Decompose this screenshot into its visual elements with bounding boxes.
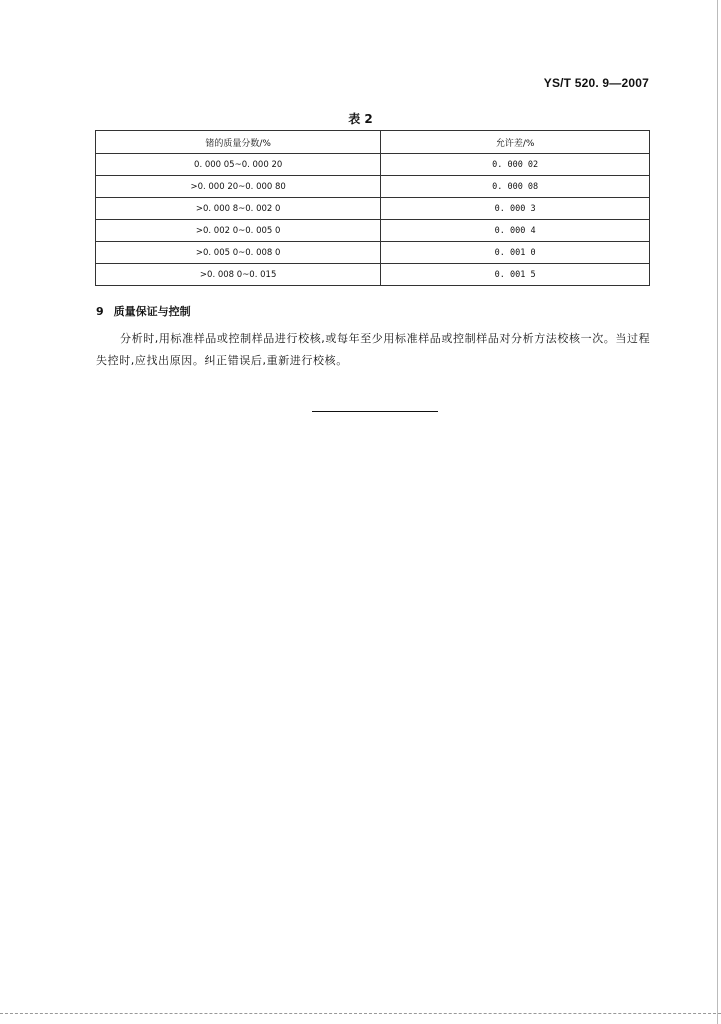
column-header-mass-fraction: 锗的质量分数/% bbox=[96, 131, 381, 154]
table-row bbox=[96, 198, 650, 220]
section-heading bbox=[96, 303, 191, 319]
scan-edge-line bbox=[717, 0, 718, 1024]
section-title: 质量保证与控制 bbox=[113, 305, 191, 318]
tolerance-cell: 0. 001 5 bbox=[381, 264, 650, 286]
mass-fraction-cell: 0. 000 05~0. 000 20 bbox=[96, 154, 381, 176]
mass-fraction-cell: >0. 002 0~0. 005 0 bbox=[96, 220, 381, 242]
table-row bbox=[96, 176, 650, 198]
tolerance-cell: 0. 000 4 bbox=[381, 220, 650, 242]
end-rule-divider bbox=[312, 411, 438, 412]
mass-fraction-cell: >0. 000 20~0. 000 80 bbox=[96, 176, 381, 198]
tolerance-table bbox=[95, 130, 650, 286]
table-row bbox=[96, 264, 650, 286]
scan-bottom-line bbox=[0, 1013, 721, 1014]
table-header-row bbox=[96, 131, 650, 154]
tolerance-cell: 0. 000 08 bbox=[381, 176, 650, 198]
tolerance-cell: 0. 000 3 bbox=[381, 198, 650, 220]
section-number: 9 bbox=[96, 305, 104, 318]
table-row bbox=[96, 220, 650, 242]
column-header-tolerance: 允许差/% bbox=[381, 131, 650, 154]
mass-fraction-cell: >0. 000 8~0. 002 0 bbox=[96, 198, 381, 220]
table-row bbox=[96, 242, 650, 264]
tolerance-cell: 0. 001 0 bbox=[381, 242, 650, 264]
standard-code: YS/T 520. 9—2007 bbox=[543, 76, 649, 90]
tolerance-cell: 0. 000 02 bbox=[381, 154, 650, 176]
section-paragraph: 分析时,用标准样品或控制样品进行校核,或每年至少用标准样品或控制样品对分析方法校核一次。当过程失控时,应找出原因。纠正错误后,重新进行校核。 bbox=[96, 332, 651, 367]
mass-fraction-cell: >0. 008 0~0. 015 bbox=[96, 264, 381, 286]
table-row bbox=[96, 154, 650, 176]
table-caption: 表 2 bbox=[348, 112, 373, 126]
mass-fraction-cell: >0. 005 0~0. 008 0 bbox=[96, 242, 381, 264]
